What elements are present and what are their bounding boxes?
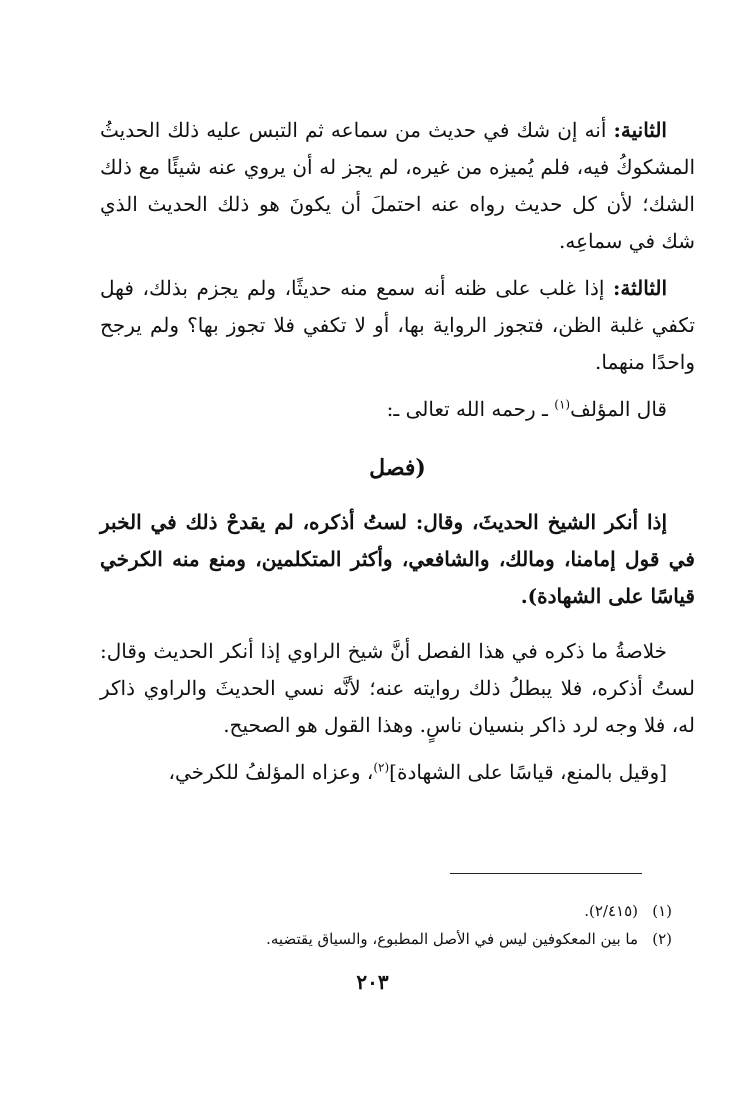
- footnote-divider: [450, 873, 642, 874]
- author-line: [100, 391, 695, 428]
- footnote-ref: (٢): [373, 760, 390, 775]
- footnote-text: ما بين المعكوفين ليس في الأصل المطبوع، والسياق يقتضيه.: [266, 930, 638, 948]
- bold-paragraph: [100, 504, 695, 615]
- footnote-text: (٢/٤١٥).: [584, 902, 638, 920]
- section-title: (فصل: [369, 455, 426, 481]
- footnotes: [100, 897, 672, 953]
- paragraph-suffix: ، وعزاه المؤلفُ للكرخي،: [168, 760, 374, 784]
- footnote-ref: (١): [554, 397, 571, 412]
- paragraph-text: إذا غلب على ظنه أنه سمع منه حديثًا، ولم يجزم بذلك، فهل تكفي غلبة الظن، فتجوز الرواية بها، أو لا تكفي فلا تجوز بها؟ ولم يرجح واحدًا منهما.: [100, 276, 695, 374]
- author-suffix: ـ رحمه الله تعالى ـ:: [386, 397, 555, 421]
- paragraph-lead: الثانية:: [613, 118, 667, 142]
- author-prefix: قال المؤلف: [570, 397, 667, 421]
- footnote-item: [100, 925, 672, 953]
- bold-text: إذا أنكر الشيخ الحديثَ، وقال: لستُ أذكره، لم يقدحْ ذلك في الخبر في قول إمامنا، ومالك، والشافعي، وأكثر المتكلمين، ومنع منه الكرخي قياسًا على الشهادة).: [100, 510, 695, 608]
- paragraph-second: [100, 112, 695, 260]
- paragraph-lead: الثالثة:: [612, 276, 667, 300]
- page-number: ٢٠٣: [356, 970, 389, 994]
- paragraph-text: أنه إن شك في حديث من سماعه ثم التبس عليه ذلك الحديثُ المشكوكُ فيه، فلم يُميزه من غيره، لم يجز له أن يروي عنه شيئًا مع ذلك الشك؛ لأن كل حديث رواه عنه احتملَ أن يكونَ هو ذلك الحديث الذي شك في سماعِه.: [100, 118, 695, 253]
- last-paragraph: [100, 754, 695, 791]
- paragraph-prefix: [وقيل بالمنع، قياسًا على الشهادة]: [389, 760, 667, 784]
- summary-paragraph: [100, 633, 695, 744]
- paragraph-third: [100, 270, 695, 381]
- footnote-item: [100, 897, 672, 925]
- footnote-number: (٢): [652, 930, 672, 948]
- footnote-number: (١): [652, 902, 672, 920]
- paragraph-text: خلاصةُ ما ذكره في هذا الفصل أنَّ شيخ الراوي إذا أنكر الحديث وقال: لستُ أذكره، فلا يبطلُ ذلك روايته عنه؛ لأنَّه نسي الحديثَ والراوي ذاكر له، فلا وجه لرد ذاكر بنسيان ناسٍ. وهذا القول هو الصحيح.: [100, 639, 695, 737]
- main-text: [100, 112, 695, 801]
